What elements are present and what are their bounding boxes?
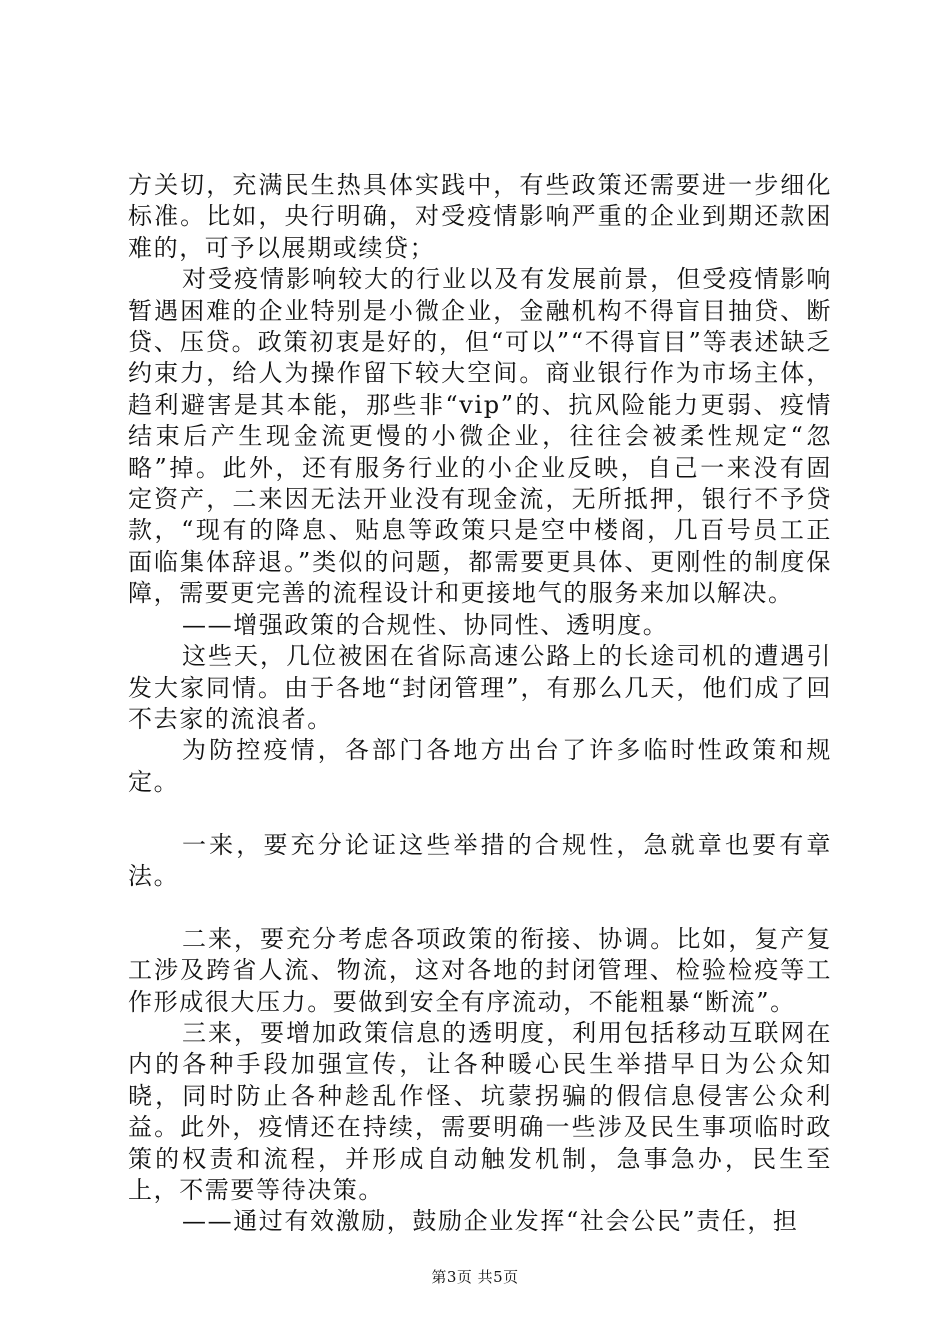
paragraph-third-point: 三来，要增加政策信息的透明度，利用包括移动互联网在内的各种手段加强宣传，让各种暖心民生举措早日为公众知晓，同时防止各种趁乱作怪、坑蒙拐骗的假信息侵害公众利益。此外，疫情还在持续，需要明确一些涉及民生事项临时政策的权责和流程，并形成自动触发机制，急事急办，民生至上，不需要等待决策。 bbox=[128, 1018, 832, 1204]
paragraph-second-point: 二来，要充分考虑各项政策的衔接、协调。比如，复产复工涉及跨省人流、物流，这对各地的封闭管理、检验检疫等工作形成很大压力。要做到安全有序流动，不能粗暴“断流”。 bbox=[128, 924, 832, 1016]
section-heading-compliance: ——增强政策的合规性、协同性、透明度。 bbox=[182, 610, 669, 639]
paragraph-continuation: 方关切，充满民生热具体实践中，有些政策还需要进一步细化标准。比如，央行明确，对受疫情影响严重的企业到期还款困难的，可予以展期或续贷； bbox=[128, 171, 832, 262]
paragraph-truck-drivers: 这些天，几位被困在省际高速公路上的长途司机的遭遇引发大家同情。由于各地“封闭管理”，有那么几天，他们成了回不去家的流浪者。 bbox=[128, 642, 832, 733]
page-number-footer: 第3页 共5页 bbox=[431, 1268, 519, 1286]
paragraph-lending-policy: 对受疫情影响较大的行业以及有发展前景，但受疫情影响暂遇困难的企业特别是小微企业，金融机构不得盲目抽贷、断贷、压贷。政策初衷是好的，但“可以”“不得盲目”等表述缺乏约束力，给人为操作留下较大空间。商业银行作为市场主体，趋利避害是其本能，那些非“vip”的、抗风险能力更弱、疫情结束后产生现金流更慢的小微企业，往往会被柔性规定“忽略”掉。此外，还有服务行业的小企业反映，自己一来没有固定资产，二来因无法开业没有现金流，无所抵押，银行不予贷款，“现有的降息、贴息等政策只是空中楼阁，几百号员工正面临集体辞退。”类似的问题，都需要更具体、更刚性的制度保障，需要更完善的流程设计和更接地气的服务来加以解决。 bbox=[128, 265, 832, 608]
paragraph-temporary-policies: 为防控疫情，各部门各地方出台了许多临时性政策和规定。 bbox=[128, 736, 832, 796]
section-heading-incentives: ——通过有效激励，鼓励企业发挥“社会公民”责任，担 bbox=[182, 1207, 799, 1236]
document-body bbox=[128, 170, 832, 1238]
paragraph-first-point: 一来，要充分论证这些举措的合规性，急就章也要有章法。 bbox=[128, 830, 832, 890]
